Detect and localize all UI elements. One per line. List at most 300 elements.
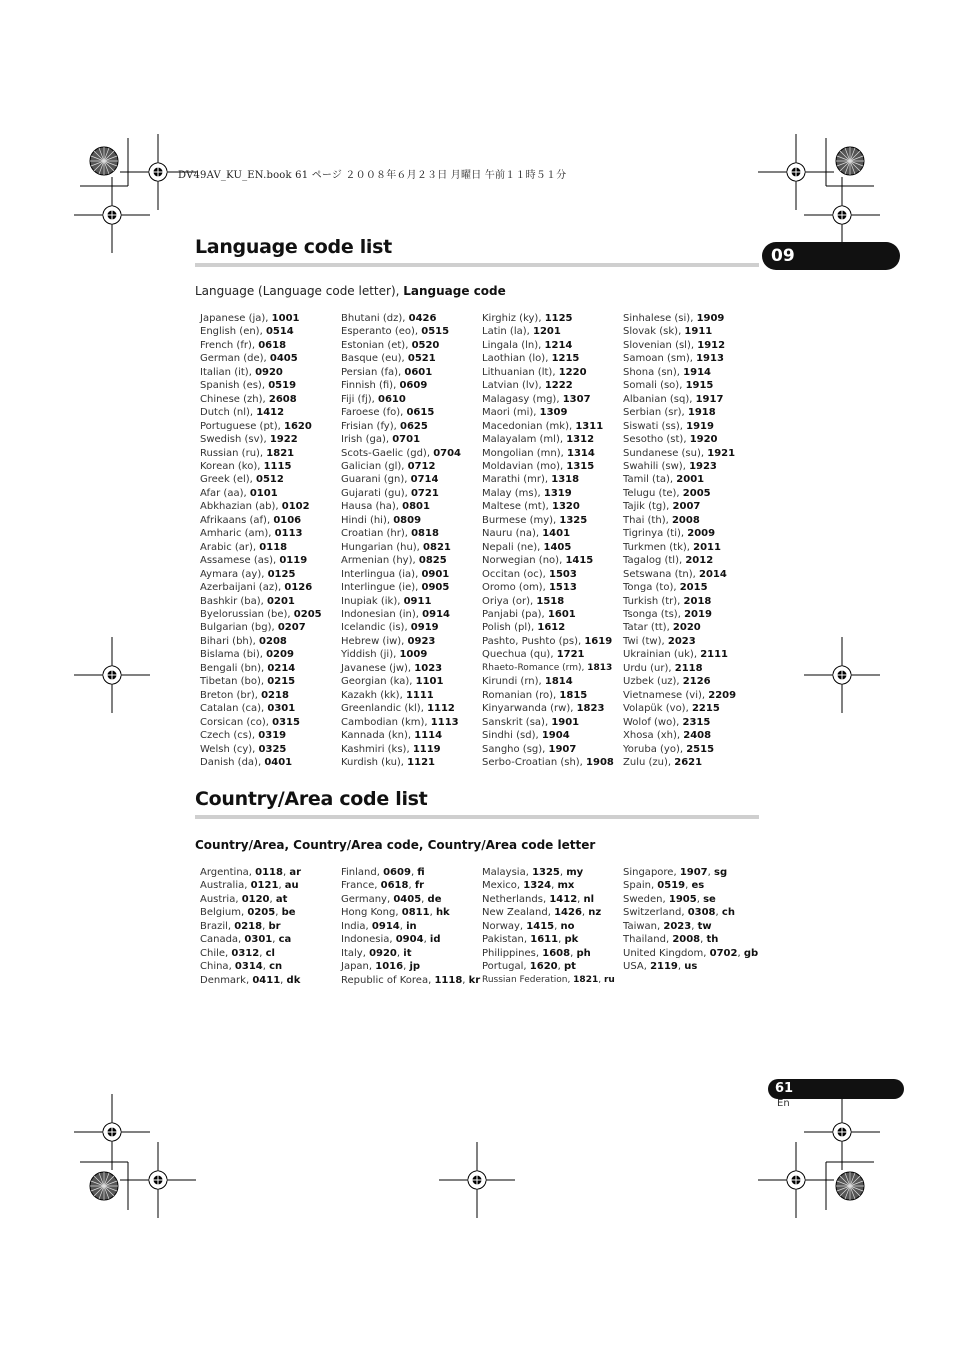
country-entry <box>482 906 623 919</box>
language-entry <box>482 675 623 688</box>
country-entry <box>623 920 764 933</box>
country-code: 1016 <box>375 961 404 973</box>
language-entry <box>341 581 482 594</box>
language-code: 0821 <box>423 541 451 553</box>
language-name: Bislama (bi), <box>200 649 267 661</box>
language-entry <box>482 621 623 634</box>
country-letter: us <box>684 961 698 973</box>
language-code: 1912 <box>697 339 726 351</box>
language-code: 1503 <box>549 568 577 580</box>
language-code: 0209 <box>266 649 294 661</box>
country-entry <box>341 879 482 892</box>
country-entry <box>482 974 623 987</box>
country-entry <box>482 960 623 973</box>
language-entry <box>200 743 341 756</box>
country-code: 0811 <box>401 907 430 919</box>
language-code: 0825 <box>418 555 447 567</box>
language-entry <box>200 568 341 581</box>
language-code: 2018 <box>683 595 712 607</box>
separator: , <box>577 893 584 905</box>
language-code: 1813 <box>587 662 613 673</box>
separator: , <box>399 920 407 932</box>
country-letter: gb <box>743 947 759 959</box>
language-entry <box>623 312 764 325</box>
language-name: Polish (pl), <box>482 622 538 634</box>
language-name: Irish (ga), <box>341 434 393 446</box>
country-entry <box>341 893 482 906</box>
language-code: 0701 <box>392 434 421 446</box>
language-name: Assamese (as), <box>200 555 280 567</box>
language-code: 1314 <box>567 447 595 459</box>
language-code: 0126 <box>284 582 313 594</box>
country-letter: be <box>281 907 296 919</box>
language-name: Kashmiri (ks), <box>341 743 413 755</box>
language-code: 1917 <box>695 393 724 405</box>
language-code: 0923 <box>407 635 436 647</box>
language-code: 1922 <box>269 434 298 446</box>
language-name: Tonga (to), <box>623 582 680 594</box>
language-name: Malay (ms), <box>482 487 544 499</box>
language-code: 2515 <box>686 743 715 755</box>
separator: , <box>423 934 430 946</box>
language-entry <box>482 662 623 675</box>
language-entry <box>482 702 623 715</box>
language-entry <box>482 379 623 392</box>
language-column <box>200 312 341 769</box>
country-entry <box>200 933 341 946</box>
language-code: 1904 <box>541 730 570 742</box>
language-code: 0901 <box>421 568 450 580</box>
language-entry <box>341 447 482 460</box>
language-subtitle <box>195 284 506 298</box>
language-name: Yoruba (yo), <box>623 743 687 755</box>
language-entry <box>341 352 482 365</box>
country-name: New Zealand, <box>482 907 555 919</box>
language-column <box>623 312 764 769</box>
country-name: USA, <box>623 961 651 973</box>
language-entry <box>341 702 482 715</box>
language-name: Shona (sn), <box>623 366 684 378</box>
language-entry <box>623 675 764 688</box>
language-code: 2008 <box>671 514 700 526</box>
language-entry <box>200 541 341 554</box>
separator: , <box>272 934 279 946</box>
country-code: 0920 <box>369 947 397 959</box>
language-code: 0214 <box>267 662 296 674</box>
language-name: Greek (el), <box>200 474 257 486</box>
language-name: Tibetan (bo), <box>200 676 268 688</box>
language-code: 2009 <box>687 528 716 540</box>
language-entry <box>341 756 482 769</box>
language-name: Spanish (es), <box>200 380 269 392</box>
country-entry <box>482 920 623 933</box>
language-entry <box>623 379 764 392</box>
language-subtitle-bold: Language code <box>403 284 506 298</box>
country-code: 1412 <box>549 893 578 905</box>
language-code: 1914 <box>683 366 711 378</box>
language-entry <box>200 352 341 365</box>
country-code: 2008 <box>672 934 701 946</box>
language-name: Tamil (ta), <box>623 474 677 486</box>
language-name: Norwegian (no), <box>482 555 566 567</box>
language-entry <box>623 514 764 527</box>
language-code: 1415 <box>565 555 594 567</box>
language-entry <box>482 366 623 379</box>
country-entry <box>623 947 764 960</box>
registration-cross-icon <box>120 1142 196 1218</box>
language-name: Kirundi (rn), <box>482 676 545 688</box>
star-target-icon <box>836 1172 864 1200</box>
language-code: 1325 <box>559 514 588 526</box>
language-entry <box>200 648 341 661</box>
language-code: 0215 <box>267 676 296 688</box>
language-entry <box>482 339 623 352</box>
language-name: Fiji (fj), <box>341 393 378 405</box>
language-entry <box>200 366 341 379</box>
country-code: 0519 <box>657 880 686 892</box>
country-entry <box>200 960 341 973</box>
language-code: 1401 <box>542 528 571 540</box>
language-code: 2001 <box>676 474 705 486</box>
language-name: Frisian (fy), <box>341 420 400 432</box>
country-entry <box>482 933 623 946</box>
country-name: Japan, <box>341 961 376 973</box>
language-name: Ukrainian (uk), <box>623 649 701 661</box>
separator: , <box>685 880 692 892</box>
language-name: Sanskrit (sa), <box>482 716 552 728</box>
country-name: Pakistan, <box>482 934 531 946</box>
separator: , <box>403 961 410 973</box>
language-entry <box>482 447 623 460</box>
separator: , <box>707 867 715 878</box>
language-code: 0125 <box>267 568 296 580</box>
language-entry <box>341 473 482 486</box>
language-name: Yiddish (ji), <box>341 649 400 661</box>
language-code: 0218 <box>261 689 289 701</box>
language-name: Danish (da), <box>200 756 265 768</box>
country-letter: au <box>284 880 299 892</box>
country-name: Spain, <box>623 880 658 892</box>
language-name: Georgian (ka), <box>341 676 416 688</box>
language-entry <box>341 460 482 473</box>
language-entry <box>623 662 764 675</box>
language-code: 0101 <box>249 487 278 499</box>
star-target-icon <box>836 147 864 175</box>
language-name: Lingala (ln), <box>482 339 545 351</box>
language-entry <box>200 487 341 500</box>
country-letter: ch <box>721 907 735 919</box>
language-code: 2014 <box>699 568 727 580</box>
language-code: 0405 <box>269 353 298 365</box>
language-name: Romanian (ro), <box>482 689 560 701</box>
language-code: 2111 <box>700 649 729 661</box>
separator: , <box>462 974 469 986</box>
language-abbr: En <box>777 1098 790 1109</box>
language-name: Xhosa (xh), <box>623 730 684 742</box>
language-name: Slovak (sk), <box>623 326 685 338</box>
language-entry <box>623 648 764 661</box>
country-letter: tw <box>697 920 712 932</box>
language-code: 0205 <box>293 608 322 620</box>
title-rule <box>195 815 759 819</box>
language-name: Kazakh (kk), <box>341 689 406 701</box>
language-entry <box>623 581 764 594</box>
language-code: 1315 <box>566 460 595 472</box>
language-name: Croatian (hr), <box>341 528 412 540</box>
language-name: Somali (so), <box>623 380 686 392</box>
language-name: Moldavian (mo), <box>482 460 567 472</box>
language-code: 1619 <box>584 635 613 647</box>
language-entry <box>200 460 341 473</box>
country-entry <box>341 906 482 919</box>
language-name: German (de), <box>200 353 270 365</box>
language-entry <box>341 595 482 608</box>
country-code: 1611 <box>530 934 559 946</box>
country-name: Thailand, <box>623 934 673 946</box>
language-code: 1215 <box>551 353 580 365</box>
language-entry <box>341 325 482 338</box>
country-code: 0121 <box>250 880 279 892</box>
separator: , <box>558 934 565 946</box>
language-name: English (en), <box>200 326 266 338</box>
language-code: 1821 <box>266 447 295 459</box>
language-name: Pashto, Pushto (ps), <box>482 635 585 647</box>
language-name: Javanese (jw), <box>341 662 415 674</box>
separator: , <box>737 947 744 959</box>
language-code: 1320 <box>551 501 580 513</box>
language-name: Bengali (bn), <box>200 662 268 674</box>
language-name: Setswana (tn), <box>623 568 700 580</box>
country-name: Brazil, <box>200 920 235 932</box>
language-code: 1319 <box>543 487 572 499</box>
title-rule <box>195 263 759 267</box>
language-code: 1125 <box>544 313 573 324</box>
print-header-info: DV49AV_KU_EN.book 61 ページ ２００８年６月２３日 月曜日 午前１１時５１分 <box>178 170 567 181</box>
country-code: 0411 <box>252 974 281 986</box>
language-name: Korean (ko), <box>200 460 264 472</box>
registration-cross-icon <box>74 177 150 253</box>
language-name: Twi (tw), <box>623 635 668 647</box>
language-entry <box>623 366 764 379</box>
language-name: Inupiak (ik), <box>341 595 404 607</box>
country-code: 0618 <box>380 880 409 892</box>
country-name: France, <box>341 880 381 892</box>
country-code: 1907 <box>679 867 708 878</box>
country-letter: ca <box>278 934 292 946</box>
language-entry <box>623 716 764 729</box>
language-entry <box>482 514 623 527</box>
language-code: 1115 <box>263 460 292 472</box>
language-code: 1311 <box>575 420 604 432</box>
country-entry <box>341 947 482 960</box>
language-code: 1920 <box>689 434 718 446</box>
language-entry <box>341 379 482 392</box>
language-name: Breton (br), <box>200 689 262 701</box>
separator: , <box>700 934 707 946</box>
language-entry <box>200 500 341 513</box>
country-letter: pk <box>564 934 579 946</box>
country-code: 0120 <box>241 893 270 905</box>
language-code: 1220 <box>558 366 587 378</box>
country-name: Chile, <box>200 947 232 959</box>
country-name: Norway, <box>482 920 527 932</box>
language-section-title: Language code list <box>195 236 392 258</box>
language-code: 1222 <box>544 380 573 392</box>
language-entry <box>200 595 341 608</box>
country-name: Argentina, <box>200 867 256 878</box>
country-letter: ar <box>289 867 302 878</box>
language-name: Estonian (et), <box>341 339 412 351</box>
language-name: Cambodian (km), <box>341 716 431 728</box>
language-entry <box>200 527 341 540</box>
language-entry <box>623 554 764 567</box>
country-code: 0218 <box>234 920 263 932</box>
language-entry <box>341 662 482 675</box>
country-column <box>200 866 341 987</box>
language-code: 1113 <box>430 716 459 728</box>
country-name: Philippines, <box>482 947 543 959</box>
language-entry <box>341 689 482 702</box>
language-name: Interlingue (ie), <box>341 582 422 594</box>
country-letter: br <box>268 920 281 932</box>
country-name: China, <box>200 961 235 973</box>
language-entry <box>482 554 623 567</box>
language-name: Zulu (zu), <box>623 756 675 768</box>
language-name: Mongolian (mn), <box>482 447 567 459</box>
country-code: 0308 <box>687 907 716 919</box>
language-entry <box>623 635 764 648</box>
country-letter: id <box>429 934 441 946</box>
language-entry <box>623 325 764 338</box>
language-entry <box>200 729 341 742</box>
country-entry <box>341 866 482 879</box>
language-entry <box>482 568 623 581</box>
language-entry <box>200 312 341 325</box>
language-name: Swahili (sw), <box>623 460 690 472</box>
registration-cross-icon <box>758 134 834 210</box>
country-letter: se <box>703 893 716 905</box>
language-name: Afrikaans (af), <box>200 514 274 526</box>
separator: , <box>282 867 290 878</box>
country-letter: pt <box>563 961 576 973</box>
language-entry <box>482 595 623 608</box>
language-name: Hausa (ha), <box>341 501 403 513</box>
language-code: 1412 <box>256 407 285 419</box>
country-name: Hong Kong, <box>341 907 402 919</box>
separator: , <box>598 974 604 985</box>
language-name: Hebrew (iw), <box>341 635 408 647</box>
country-code: 0405 <box>393 893 422 905</box>
country-name: United Kingdom, <box>623 947 710 959</box>
language-code: 1307 <box>562 393 591 405</box>
language-entry <box>482 460 623 473</box>
language-entry <box>200 756 341 769</box>
language-entry <box>482 581 623 594</box>
language-name: Laothian (lo), <box>482 353 552 365</box>
separator: , <box>408 880 415 892</box>
language-entry <box>200 406 341 419</box>
language-code: 0712 <box>407 460 436 472</box>
country-entry <box>623 906 764 919</box>
language-name: Corsican (co), <box>200 716 273 728</box>
country-code: 1821 <box>573 974 599 985</box>
language-name: Bulgarian (bg), <box>200 622 278 634</box>
country-entry <box>200 947 341 960</box>
language-name: Kurdish (ku), <box>341 756 408 768</box>
language-name: Faroese (fo), <box>341 407 407 419</box>
country-code: 1415 <box>526 920 555 932</box>
language-entry <box>623 541 764 554</box>
language-name: Sinhalese (si), <box>623 313 697 324</box>
language-code: 1921 <box>707 447 736 459</box>
language-column <box>482 312 623 769</box>
language-name: Arabic (ar), <box>200 541 260 553</box>
language-entry <box>623 621 764 634</box>
language-name: Oromo (om), <box>482 582 549 594</box>
language-code: 0521 <box>407 353 436 365</box>
separator: , <box>691 920 698 932</box>
language-name: Lithuanian (lt), <box>482 366 559 378</box>
language-code: 0609 <box>399 380 428 392</box>
language-name: Esperanto (eo), <box>341 326 422 338</box>
country-letter: in <box>406 920 417 932</box>
language-code: 1814 <box>544 676 573 688</box>
language-name: Tagalog (tl), <box>623 555 686 567</box>
language-entry <box>200 339 341 352</box>
language-name: Rhaeto-Romance (rm), <box>482 662 588 673</box>
language-entry <box>341 433 482 446</box>
country-code: 0301 <box>244 934 273 946</box>
separator: , <box>570 947 577 959</box>
separator: , <box>410 867 418 878</box>
country-name: Singapore, <box>623 867 680 878</box>
language-entry <box>341 527 482 540</box>
language-name: Turkmen (tk), <box>623 541 694 553</box>
language-entry <box>482 433 623 446</box>
language-entry <box>623 729 764 742</box>
language-code: 0301 <box>267 703 296 715</box>
language-entry <box>623 487 764 500</box>
country-code: 0314 <box>234 961 263 973</box>
language-entry <box>341 420 482 433</box>
language-name: Telugu (te), <box>623 487 683 499</box>
country-letter: th <box>706 934 719 946</box>
language-entry <box>623 743 764 756</box>
language-entry <box>341 729 482 742</box>
registration-cross-icon <box>74 637 150 713</box>
language-name: Wolof (wo), <box>623 716 683 728</box>
language-code: 1901 <box>551 716 580 728</box>
country-name: Taiwan, <box>623 920 664 932</box>
separator: , <box>559 867 567 878</box>
language-name: Scots-Gaelic (gd), <box>341 447 434 459</box>
language-code: 2023 <box>667 635 696 647</box>
language-name: Guarani (gn), <box>341 474 411 486</box>
language-code: 1907 <box>548 743 577 755</box>
language-code: 1513 <box>548 582 577 594</box>
language-entry <box>341 568 482 581</box>
country-column <box>341 866 482 987</box>
language-entry <box>341 366 482 379</box>
country-name: Portugal, <box>482 961 530 973</box>
language-name: Kinyarwanda (rw), <box>482 703 577 715</box>
language-code: 0515 <box>421 326 450 338</box>
language-name: Czech (cs), <box>200 730 259 742</box>
language-code: 0520 <box>411 339 440 351</box>
language-name: Japanese (ja), <box>200 313 272 324</box>
language-entry <box>623 568 764 581</box>
country-entry <box>200 974 341 987</box>
